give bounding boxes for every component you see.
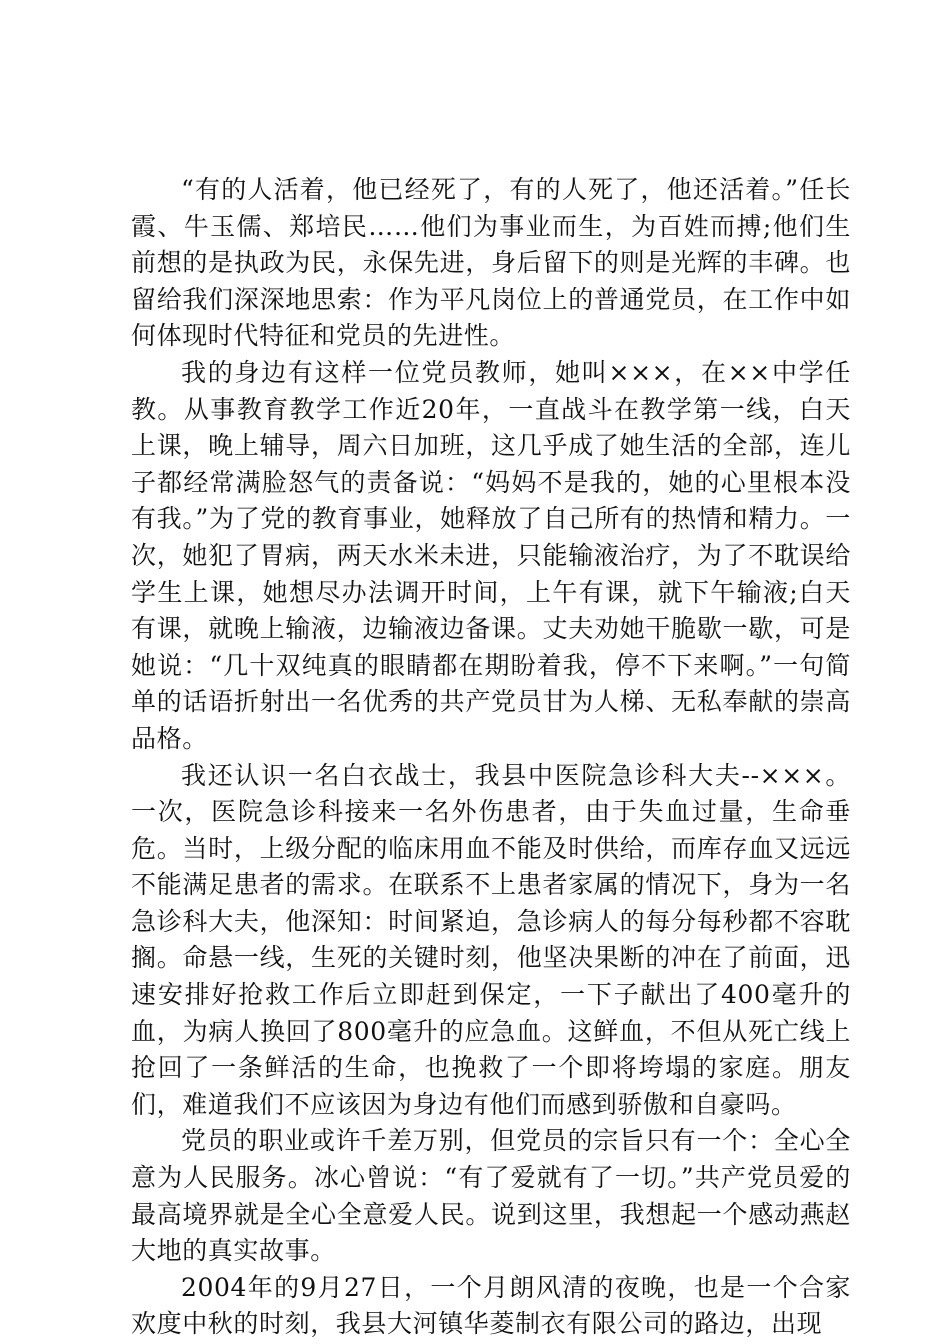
paragraph-opening-quote: “有的人活着，他已经死了，有的人死了，他还活着。”任长霞、牛玉儒、郑培民……他们为事业而生，为百姓而搏;他们生前想的是执政为民，永保先进，身后留下的则是光辉的丰碑。也留给我们深深地思索：作为平凡岗位上的普通党员，在工作中如何体现时代特征和党员的先进性。 [131,175,851,351]
paragraph-2004-story: 2004年的9月27日，一个月朗风清的夜晚，也是一个合家欢度中秋的时刻，我县大河镇华菱制衣有限公司的路边，出现 [131,1272,851,1339]
paragraph-party-purpose: 党员的职业或许千差万别，但党员的宗旨只有一个：全心全意为人民服务。冰心曾说：“有了爱就有了一切。”共产党员爱的最高境界就是全心全意爱人民。说到这里，我想起一个感动燕赵大地的真实故事。 [131,1126,851,1266]
document-body [131,172,851,1343]
paragraph-teacher-story: 我的身边有这样一位党员教师，她叫×××，在××中学任教。从事教育教学工作近20年，一直战斗在教学第一线，白天上课，晚上辅导，周六日加班，这几乎成了她生活的全部，连儿子都经常满脸怒气的责备说：“妈妈不是我的，她的心里根本没有我。”为了党的教育事业，她释放了自己所有的热情和精力。一次，她犯了胃病，两天水米未进，只能输液治疗，为了不耽误给学生上课，她想尽办法调开时间，上午有课，就下午输液;白天有课，就晚上输液，边输液边备课。丈夫劝她干脆歇一歇，可是她说：“几十双纯真的眼睛都在期盼着我，停不下来啊。”一句简单的话语折射出一名优秀的共产党员甘为人梯、无私奉献的崇高品格。 [131,357,851,753]
paragraph-doctor-story: 我还认识一名白衣战士，我县中医院急诊科大夫--×××。一次，医院急诊科接来一名外伤患者，由于失血过量，生命垂危。当时，上级分配的临床用血不能及时供给，而库存血又远远不能满足患者的需求。在联系不上患者家属的情况下，身为一名急诊科大夫，他深知：时间紧迫，急诊病人的每分每秒都不容耽搁。命悬一线，生死的关键时刻，他坚决果断的冲在了前面，迅速安排好抢救工作后立即赶到保定，一下子献出了400毫升的血，为病人换回了800毫升的应急血。这鲜血，不但从死亡线上抢回了一条鲜活的生命，也挽救了一个即将垮塌的家庭。朋友们，难道我们不应该因为身边有他们而感到骄傲和自豪吗。 [131,760,851,1119]
